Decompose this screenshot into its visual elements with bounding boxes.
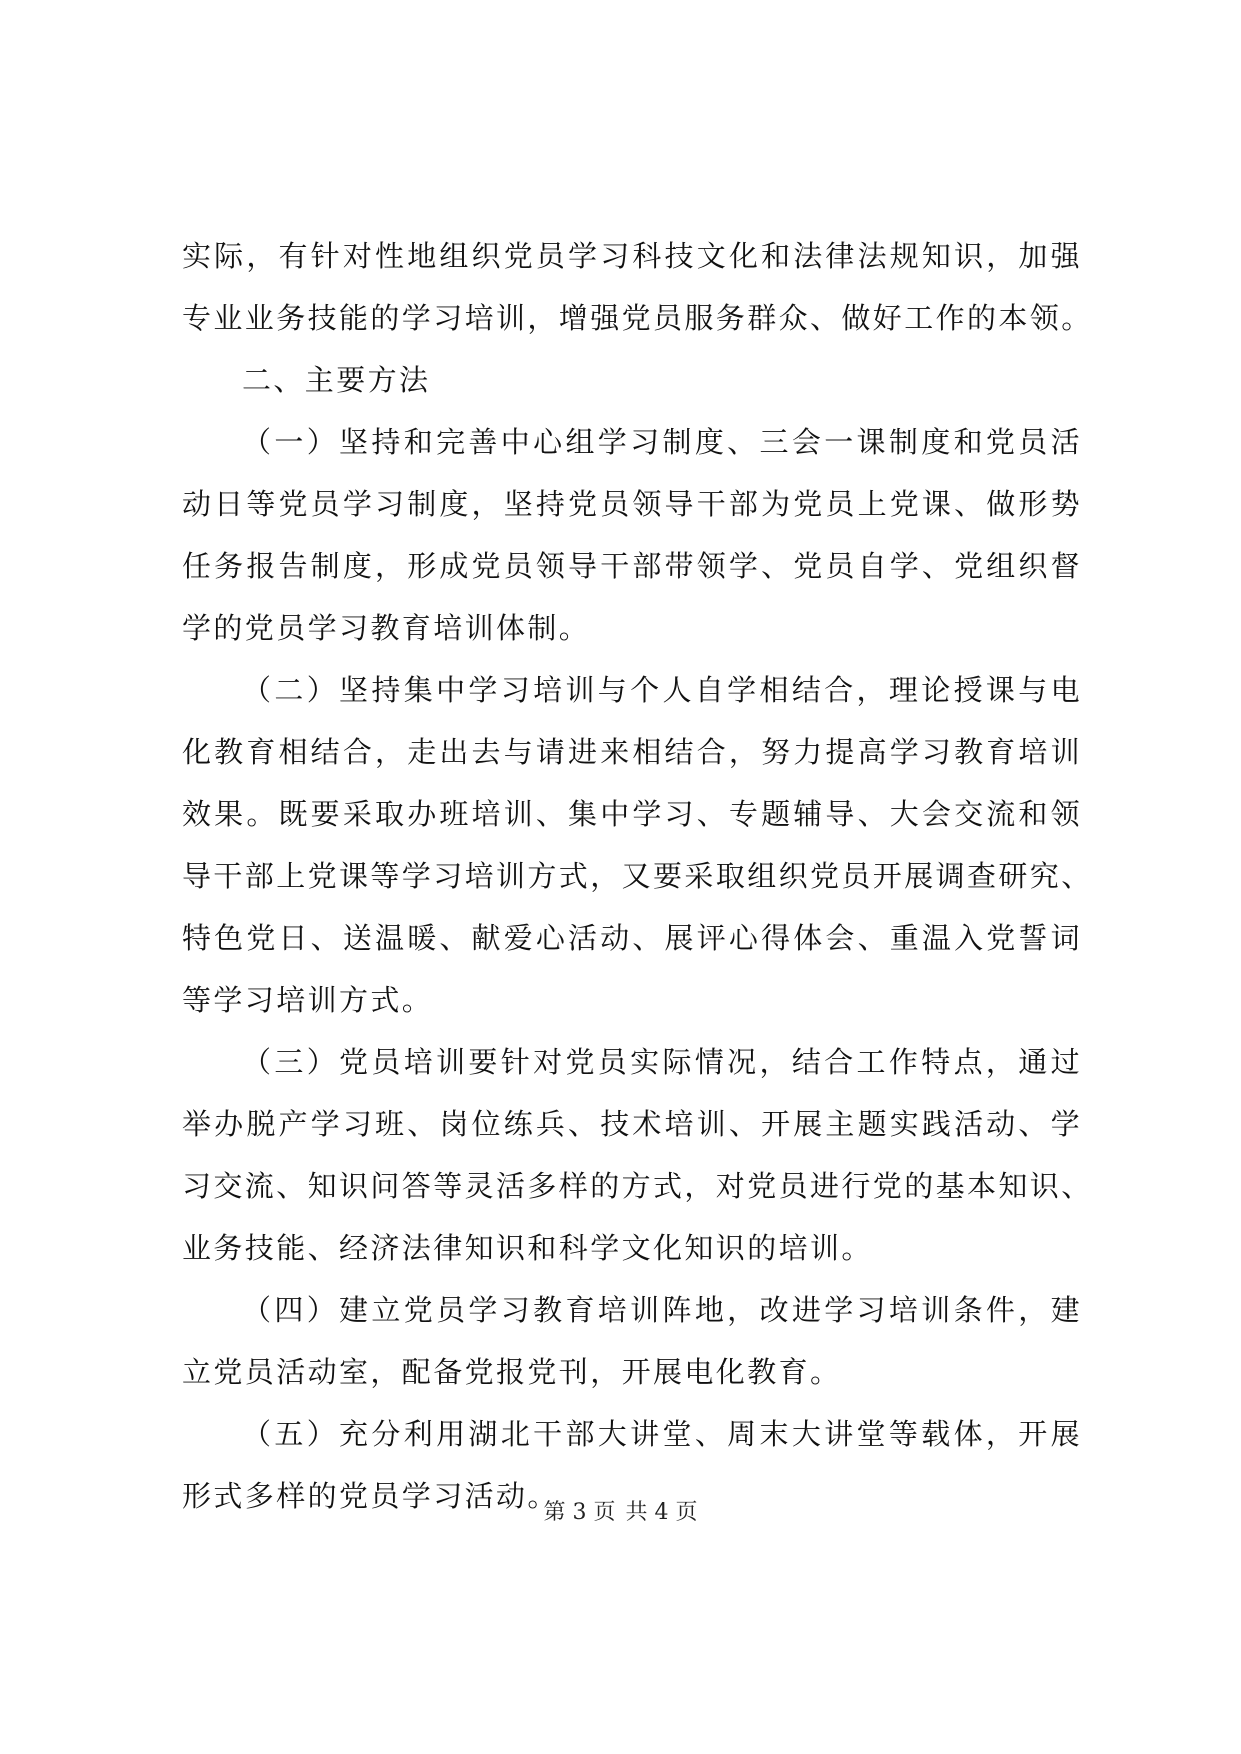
paragraph-continuation — [182, 225, 1093, 349]
text-line: 形式多样的党员学习活动。 — [182, 1479, 559, 1513]
text-line: 动日等党员学习制度，坚持党员领导干部为党员上党课、做形势 — [182, 487, 1082, 521]
text-line: 学的党员学习教育培训体制。 — [182, 611, 591, 645]
text-line: 举办脱产学习班、岗位练兵、技术培训、开展主题实践活动、学 — [182, 1107, 1082, 1141]
text-line: 等学习培训方式。 — [182, 983, 434, 1017]
document-body — [182, 225, 1093, 1527]
text-line: 效果。既要采取办班培训、集中学习、专题辅导、大会交流和领 — [182, 797, 1082, 831]
page-total: 共 4 页 — [625, 1500, 698, 1525]
text-line: （二）坚持集中学习培训与个人自学相结合，理论授课与电 — [242, 673, 1082, 707]
text-line: （五）充分利用湖北干部大讲堂、周末大讲堂等载体，开展 — [242, 1417, 1082, 1451]
paragraph-method-1 — [182, 411, 1082, 659]
text-line: 特色党日、送温暖、献爱心活动、展评心得体会、重温入党誓词 — [182, 921, 1082, 955]
paragraph-method-2 — [182, 659, 1093, 1031]
paragraph-method-3 — [182, 1031, 1093, 1279]
text-line: 业务技能、经济法律知识和科学文化知识的培训。 — [182, 1231, 873, 1265]
text-line: （四）建立党员学习教育培训阵地，改进学习培训条件，建 — [242, 1293, 1082, 1327]
text-line: （一）坚持和完善中心组学习制度、三会一课制度和党员活 — [242, 425, 1082, 459]
text-line: 化教育相结合，走出去与请进来相结合，努力提高学习教育培训 — [182, 735, 1082, 769]
section-heading: 二、主要方法 — [242, 363, 431, 397]
text-line: 立党员活动室，配备党报党刊，开展电化教育。 — [182, 1355, 842, 1389]
text-line: 习交流、知识问答等灵活多样的方式，对党员进行党的基本知识、 — [182, 1169, 1093, 1203]
page-number: 第 3 页 — [543, 1500, 616, 1525]
text-line: （三）党员培训要针对党员实际情况，结合工作特点，通过 — [242, 1045, 1082, 1079]
text-line: 专业业务技能的学习培训，增强党员服务群众、做好工作的本领。 — [182, 301, 1093, 335]
text-line: 任务报告制度，形成党员领导干部带领学、党员自学、党组织督 — [182, 549, 1082, 583]
text-line: 实际，有针对性地组织党员学习科技文化和法律法规知识，加强 — [182, 239, 1082, 273]
paragraph-method-4 — [182, 1279, 1082, 1403]
text-line: 导干部上党课等学习培训方式，又要采取组织党员开展调查研究、 — [182, 859, 1093, 893]
page-footer — [0, 1498, 1241, 1528]
